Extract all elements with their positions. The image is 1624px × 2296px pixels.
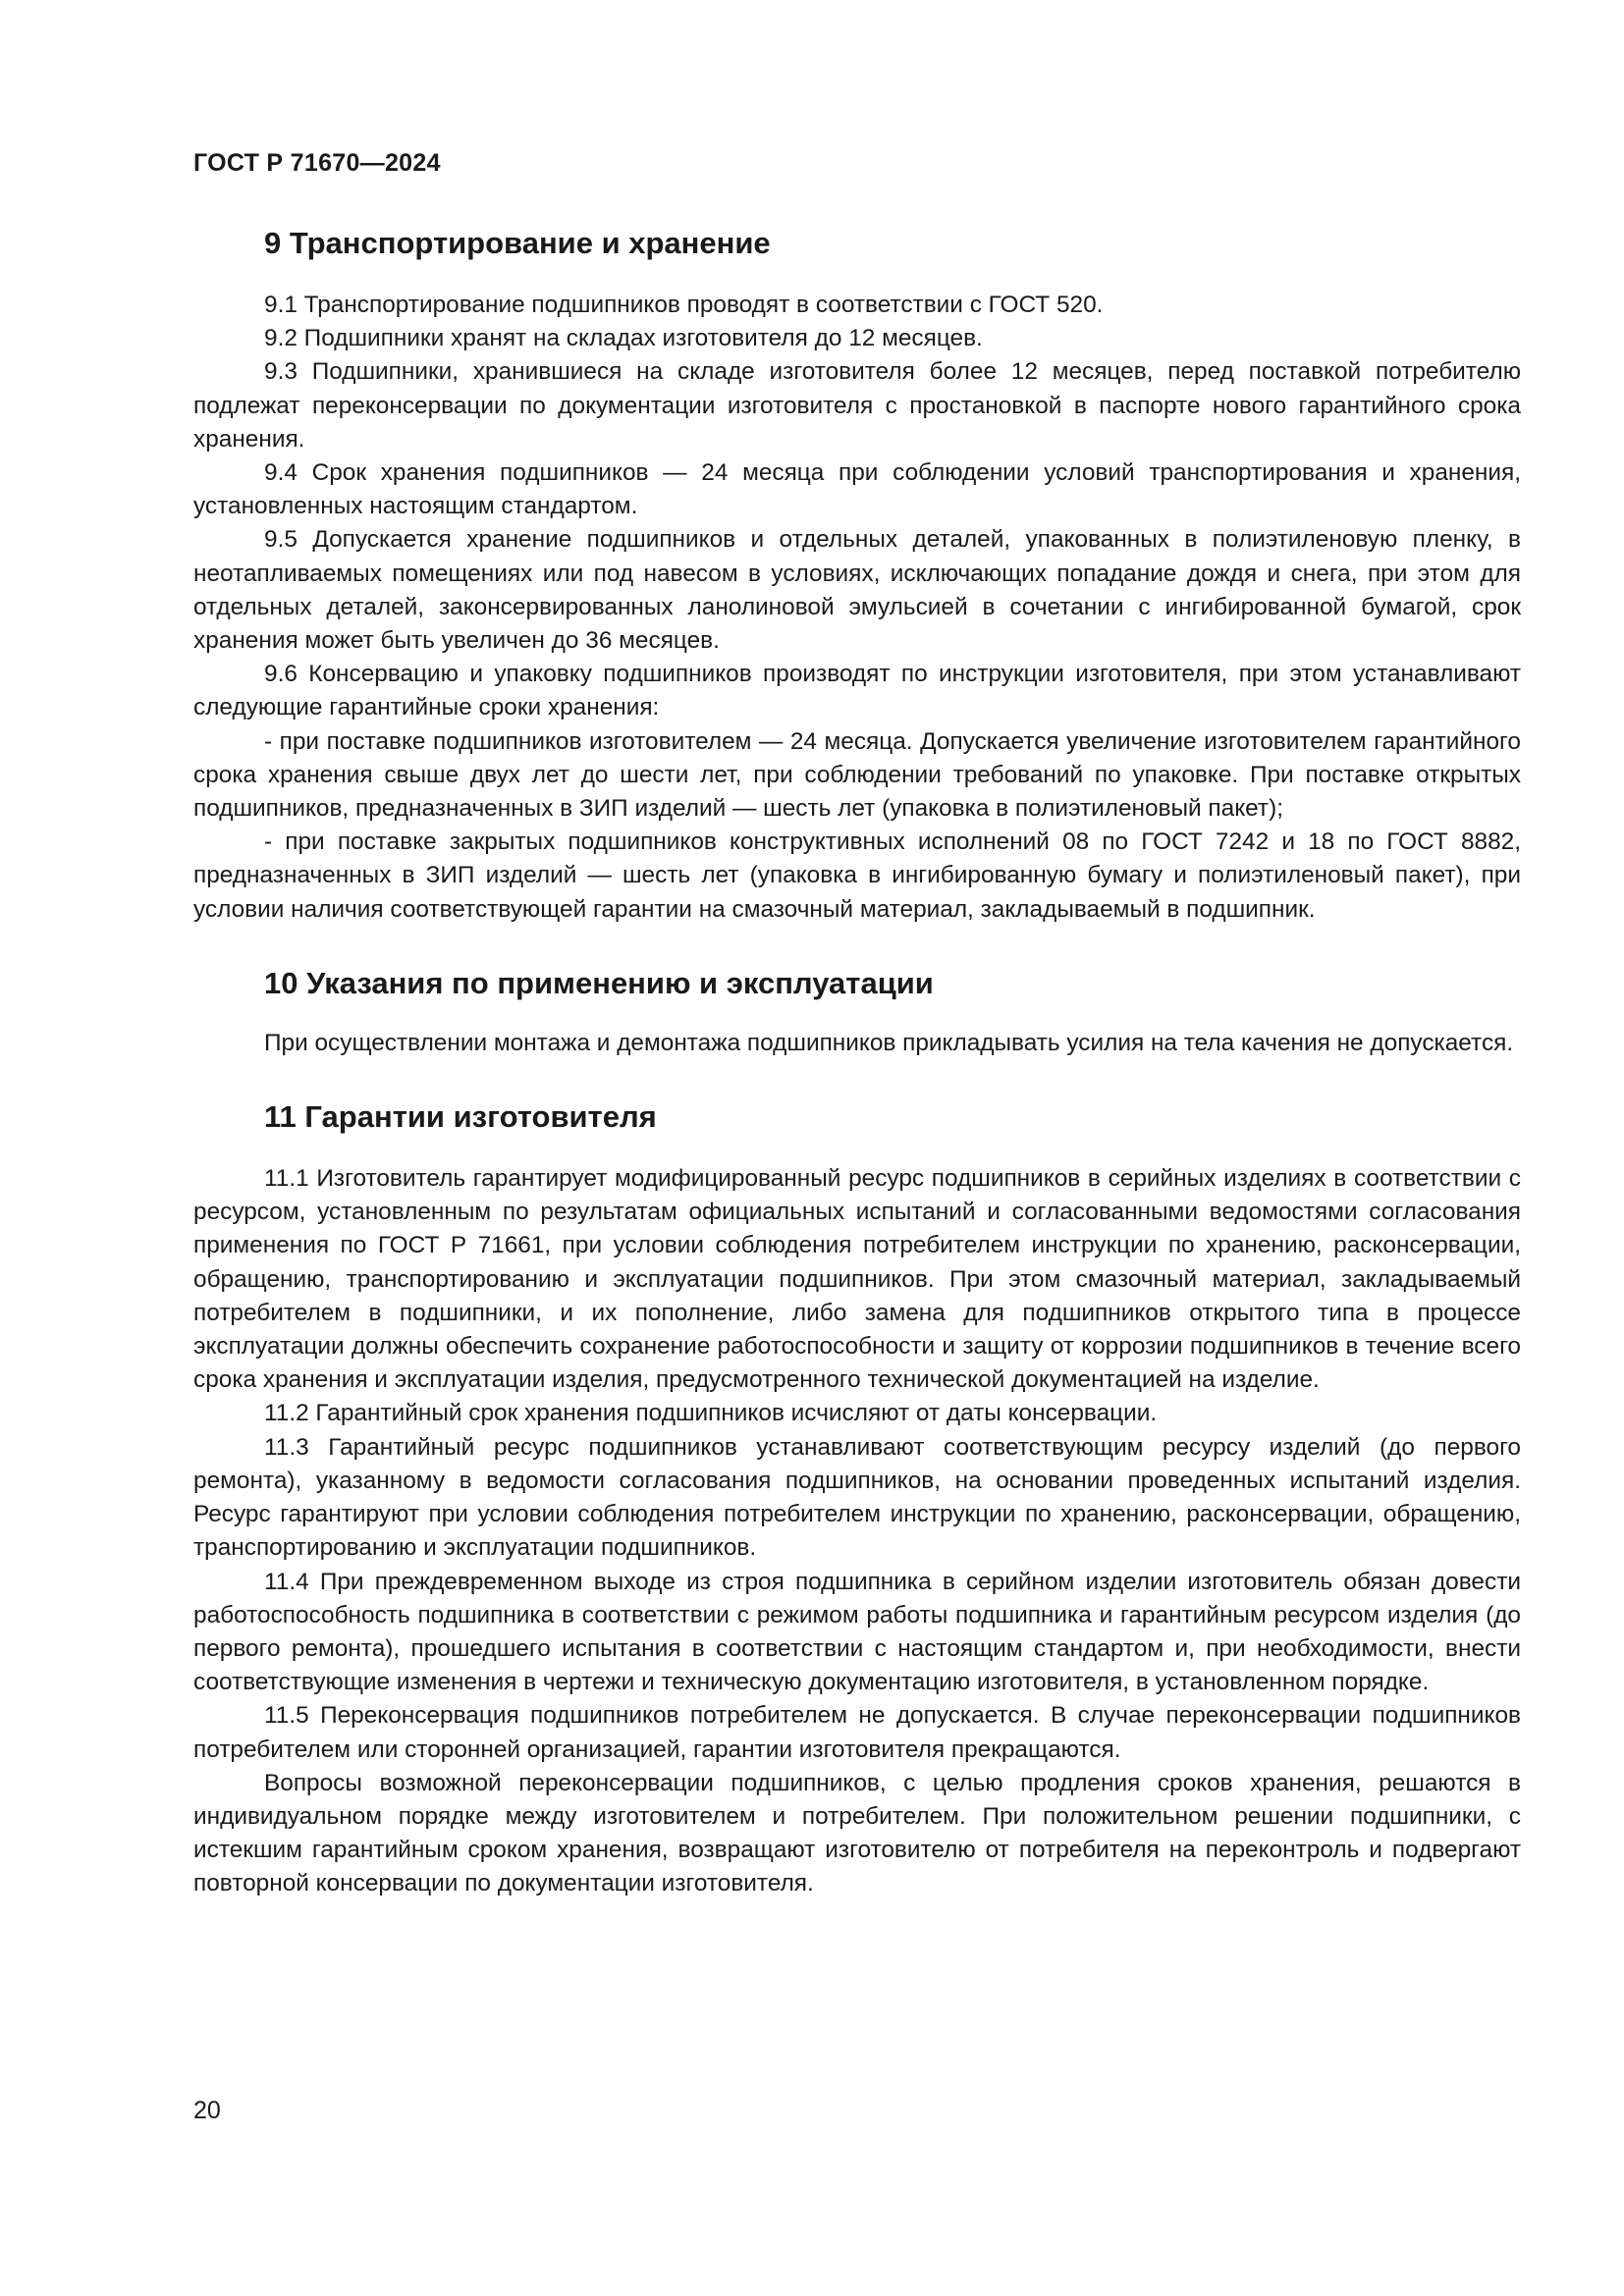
paragraph-11-3: 11.3 Гарантийный ресурс подшипников устанавливают соответствующим ресурсу изделий (до первого ремонта), указанному в ведомости согласования подшипников, на основании проведенных испытаний изделия. Ресурс гарантируют при условии соблюдения потребителем инструкции по хранению, расконсервации, обращению, транспортированию и эксплуатации подшипников. — [193, 1433, 1521, 1562]
paragraph-11-4: 11.4 При преждевременном выходе из строя подшипника в серийном изделии изготовитель обязан довести работоспособность подшипника в соответствии с режимом работы подшипника и гарантийным ресурсом изделия (до первого ремонта), прошедшего испытания в соответствии с настоящим стандартом и, при необходимости, внести соответствующие изменения в чертежи и техническую документацию изготовителя, в установленном порядке. — [193, 1568, 1521, 1696]
paragraph-9-2: 9.2 Подшипники хранят на складах изготовителя до 12 месяцев. — [264, 325, 983, 352]
document-code-header: ГОСТ Р 71670—2024 — [193, 149, 441, 177]
page-content — [193, 224, 1521, 1901]
paragraph-9-4: 9.4 Срок хранения подшипников — 24 месяца при соблюдении условий транспортирования и хранения, установленных настоящим стандартом. — [193, 459, 1521, 520]
paragraph-9-5: 9.5 Допускается хранение подшипников и отдельных деталей, упакованных в полиэтиленовую пленку, в неотапливаемых помещениях или под навесом в условиях, исключающих попадание дождя и снега, при этом для отдельных деталей, законсервированных ланолиновой эмульсией в сочетании с ингибированной бумагой, срок хранения может быть увеличен до 36 месяцев. — [193, 526, 1521, 655]
paragraph-11-1: 11.1 Изготовитель гарантирует модифицированный ресурс подшипников в серийных изделиях в соответствии с ресурсом, установленным по результатам официальных испытаний и согласованными ведомостями согласования применения по ГОСТ Р 71661, при условии соблюдения потребителем инструкции по хранению, расконсервации, обращению, транспортированию и эксплуатации подшипников. При этом смазочный материал, закладываемый потребителем в подшипники, и их пополнение, либо замена для подшипников открытого типа в процессе эксплуатации должны обеспечить сохранение работоспособности и защиту от коррозии подшипников в течение всего срока хранения и эксплуатации изделия, предусмотренного технической документацией на изделие. — [193, 1165, 1521, 1394]
paragraph-10: При осуществлении монтажа и демонтажа подшипников прикладывать усилия на тела качения не допускается. — [264, 1029, 1514, 1056]
paragraph-9-1: 9.1 Транспортирование подшипников проводят в соответствии с ГОСТ 520. — [264, 292, 1104, 318]
paragraph-9-6-item-2: - при поставке закрытых подшипников конструктивных исполнений 08 по ГОСТ 7242 и 18 по ГОСТ 8882, предназначенных в ЗИП изделий — шесть лет (упаковка в ингибированную бумагу и полиэтиленовый пакет), при условии наличия соответствующей гарантии на смазочный материал, закладываемый в подшипник. — [193, 828, 1521, 923]
section-11-title: 11 Гарантии изготовителя — [264, 1099, 657, 1135]
section-9-title: 9 Транспортирование и хранение — [264, 226, 771, 260]
page-number: 20 — [193, 2097, 221, 2124]
paragraph-9-6-item-1: - при поставке подшипников изготовителем — 24 месяца. Допускается увеличение изготовителем гарантийного срока хранения свыше двух лет до шести лет, при соблюдении требований по упаковке. При поставке открытых подшипников, предназначенных в ЗИП изделий — шесть лет (упаковка в полиэтиленовый пакет); — [193, 727, 1521, 823]
paragraph-11-5-continued: Вопросы возможной переконсервации подшипников, с целью продления сроков хранения, решаются в индивидуальном порядке между изготовителем и потребителем. При положительном решении подшипники, с истекшим гарантийным сроком хранения, возвращают изготовителю от потребителя на переконтроль и подвергают повторной консервации по документации изготовителя. — [193, 1769, 1521, 1897]
section-10-title: 10 Указания по применению и эксплуатации — [264, 965, 934, 1000]
paragraph-11-2: 11.2 Гарантийный срок хранения подшипников исчисляют от даты консервации. — [264, 1400, 1158, 1427]
paragraph-9-6: 9.6 Консервацию и упаковку подшипников производят по инструкции изготовителя, при этом устанавливают следующие гарантийные сроки хранения: — [193, 661, 1521, 721]
paragraph-9-3: 9.3 Подшипники, хранившиеся на складе изготовителя более 12 месяцев, перед поставкой потребителю подлежат переконсервации по документации изготовителя с простановкой в паспорте нового гарантийного срока хранения. — [193, 358, 1521, 453]
paragraph-11-5: 11.5 Переконсервация подшипников потребителем не допускается. В случае переконсервации подшипников потребителем или сторонней организацией, гарантии изготовителя прекращаются. — [193, 1702, 1521, 1763]
